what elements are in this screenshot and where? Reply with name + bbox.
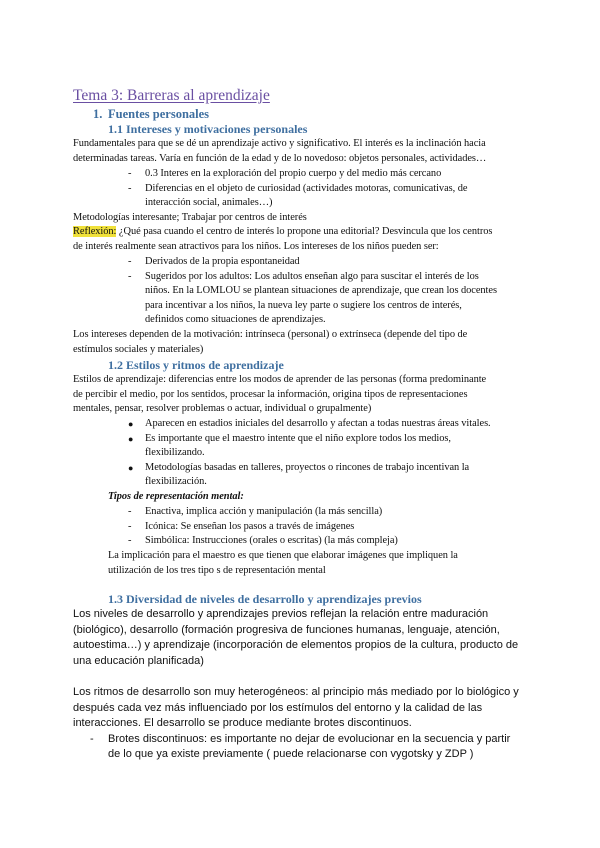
reflection-line [73,226,492,237]
bullet-marker: ● [128,463,134,473]
list-item-continuation: interacción social, animales…) [145,197,273,208]
bullet-marker: ● [128,419,134,429]
paragraph-line: después cada vez más influenciado por los estímulos del entorno y la calidad de las [73,702,483,714]
section-number: 1. [93,107,103,121]
dash-marker: - [128,183,132,194]
paragraph-line: de percibir el medio, por los sentidos, procesar la información, origina tipos de representaciones [73,389,468,400]
paragraph-line: Estilos de aprendizaje: diferencias entre los modos de aprender de las personas (forma predominante [73,374,487,385]
dash-marker: - [128,506,132,517]
paragraph-line: Los niveles de desarrollo y aprendizajes previos reflejan la relación entre maduración [73,608,489,620]
paragraph-line: estímulos sociales y materiales) [73,344,204,355]
paragraph-line: determinadas tareas. Varía en función de la edad y de lo novedoso: objetos personales, actividades… [73,153,487,164]
list-item: Metodologías basadas en talleres, proyectos o rincones de trabajo incentivan la [145,462,470,473]
list-item-continuation: flexibilización. [145,476,207,487]
paragraph-line: utilización de los tres tipo s de representación mental [108,565,326,576]
list-item: Simbólica: Instrucciones (orales o escritas) (la más compleja) [145,535,398,546]
dash-marker: - [128,521,132,532]
paragraph-line: mentales, pensar, resolver problemas o actuar, individual o grupalmente) [73,403,372,414]
paragraph-line: de interés realmente sean atractivos para los niños. Los intereses de los niños pueden ser: [73,241,439,252]
reflection-label: Reflexión: [73,226,117,237]
list-item-continuation: de lo que ya existe previamente ( puede relacionarse con vygotsky y ZDP ) [108,748,474,760]
paragraph-line: Metodologías interesante; Trabajar por centros de interés [73,212,307,223]
dash-marker: - [128,271,132,282]
list-item: Derivados de la propia espontaneidad [145,256,300,267]
list-item-continuation: flexibilizando. [145,447,205,458]
dash-marker: - [128,256,132,267]
paragraph-line: una educación planificada) [73,655,204,667]
list-item: Diferencias en el objeto de curiosidad (actividades motoras, comunicativas, de [145,183,468,194]
paragraph-line: interacciones. El desarrollo se produce mediante brotes discontinuos. [73,717,412,729]
subsection-heading-1-1: 1.1 Intereses y motivaciones personales [108,122,308,136]
list-item: Brotes discontinuos: es importante no dejar de evolucionar en la secuencia y partir [108,733,511,745]
bullet-marker: ● [128,434,134,444]
tipos-heading: Tipos de representación mental: [108,491,244,502]
subsection-heading-1-3: 1.3 Diversidad de niveles de desarrollo y aprendizajes previos [108,592,422,606]
paragraph-line: (biológico), desarrollo (formación progresiva de funciones humanas, lenguaje, atención, [73,624,500,636]
list-item-continuation: niños. En la LOMLOU se plantean situaciones de aprendizaje, que crean los docentes [145,285,497,296]
dash-marker: - [128,168,132,179]
list-item: Aparecen en estadios iniciales del desarrollo y afectan a todas nuestras áreas vitales. [145,418,491,429]
list-item: 0.3 Interes en la exploración del propio cuerpo y del medio más cercano [145,168,442,179]
paragraph-line: Los intereses dependen de la motivación: intrínseca (personal) o extrínseca (depende del tipo de [73,329,468,340]
list-item-continuation: definidos como situaciones de aprendizajes. [145,314,326,325]
paragraph-line: Fundamentales para que se dé un aprendizaje activo y significativo. El interés es la inclinación hacia [73,138,486,149]
subsection-heading-1-2: 1.2 Estilos y ritmos de aprendizaje [108,358,284,372]
paragraph-line: autoestima…) y aprendizaje (incorporación de elementos propios de la cultura, producto de [73,639,519,651]
paragraph-line: Los ritmos de desarrollo son muy heterogéneos: al principio más mediado por lo biológico y [73,686,519,698]
list-item: Enactiva, implica acción y manipulación (la más sencilla) [145,506,383,517]
list-item-continuation: para incentivar a los niños, la nueva ley parte o sugiere los centros de interés, [145,300,462,311]
document-title: Tema 3: Barreras al aprendizaje [73,87,270,104]
reflection-text: ¿Qué pasa cuando el centro de interés lo propone una editorial? Desvincula que los centros [116,226,493,237]
list-item: Es importante que el maestro intente que el niño explore todos los medios, [145,433,451,444]
list-item: Sugeridos por los adultos: Los adultos enseñan algo para suscitar el interés de los [145,271,479,282]
dash-marker: - [90,733,94,745]
list-item: Icónica: Se enseñan los pasos a través de imágenes [145,521,355,532]
section-heading: Fuentes personales [108,107,210,121]
dash-marker: - [128,535,132,546]
paragraph-line: La implicación para el maestro es que tienen que elaborar imágenes que impliquen la [108,550,458,561]
